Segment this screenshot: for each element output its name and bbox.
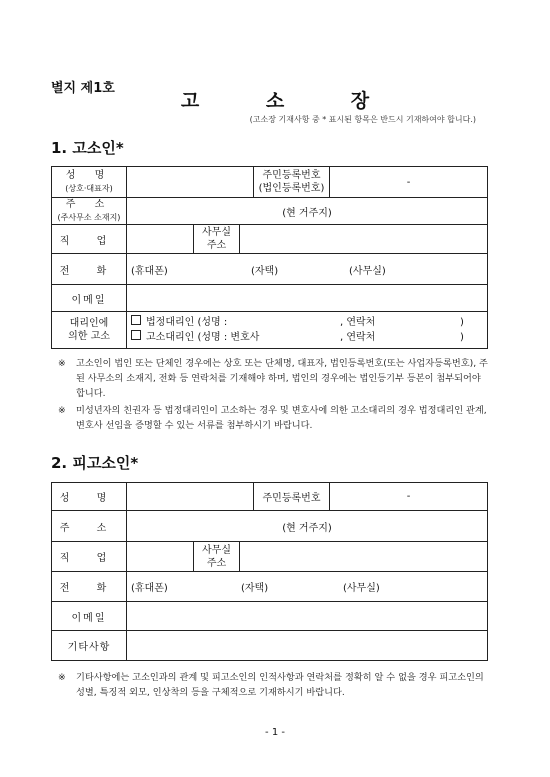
title-subnote: (고소장 기재사항 중 * 표시된 항목은 반드시 기재하여야 합니다.) [249, 115, 476, 124]
rrn-label-cell: 주민등록번호 (법인등록번호) [254, 167, 330, 198]
d-rrn-label: 주민등록번호 [254, 483, 330, 511]
d-name-label: 성 명 [52, 483, 127, 511]
d-name-input[interactable] [127, 483, 254, 511]
d-rrn-input[interactable]: - [330, 483, 488, 511]
d-etc-input[interactable] [127, 631, 488, 661]
name-label-cell: 성 명 (상호·대표자) [52, 167, 127, 198]
section-complainant-heading: 1. 고소인* [51, 139, 124, 157]
addr-input[interactable]: (현 거주지) [127, 198, 488, 225]
email-label: 이메일 [52, 285, 127, 312]
d-addr-input[interactable]: (현 거주지) [127, 511, 488, 542]
job-input[interactable] [127, 225, 194, 254]
legal-agent-checkbox[interactable] [131, 315, 141, 325]
job-label: 직 업 [52, 225, 127, 254]
office-input[interactable] [240, 225, 488, 254]
d-job-label: 직 업 [52, 542, 127, 572]
email-input[interactable] [127, 285, 488, 312]
d-job-input[interactable] [127, 542, 194, 572]
attorney-agent-checkbox[interactable] [131, 330, 141, 340]
complainant-table [51, 166, 488, 349]
page-title: 고 소 장 [180, 90, 400, 112]
section-defendant-heading: 2. 피고소인* [51, 454, 139, 472]
complainant-notes [58, 356, 490, 435]
d-addr-label: 주 소 [52, 511, 127, 542]
d-email-label: 이메일 [52, 602, 127, 631]
d-email-input[interactable] [127, 602, 488, 631]
agent-options: 법정대리인 (성명 : , 연락처 ) 고소대리인 (성명 : 변호사 , 연락처 ) [127, 312, 488, 349]
name-input[interactable] [127, 167, 254, 198]
addr-label-cell: 주 소 (주사무소 소재지) [52, 198, 127, 225]
phone-mobile-label: (휴대폰) [131, 265, 168, 277]
phone-input[interactable] [127, 254, 488, 285]
note-item: ※ 미성년자의 친권자 등 법정대리인이 고소하는 경우 및 변호사에 의한 고소대리의 경우 법정대리인 관계, 변호사 선임을 증명할 수 있는 서류를 첨부하시기 바랍니다. [58, 405, 487, 431]
phone-label: 전 화 [52, 254, 127, 285]
rrn-input[interactable]: - [330, 167, 488, 198]
phone-home-label: (자택) [251, 265, 279, 277]
d-phone-home-label: (자택) [241, 583, 269, 594]
agent-label: 대리인에 의한 고소 [52, 312, 127, 349]
d-etc-label: 기타사항 [52, 631, 127, 661]
d-office-label: 사무실 주소 [194, 542, 240, 572]
phone-office-label: (사무실) [349, 265, 386, 277]
d-office-input[interactable] [240, 542, 488, 572]
d-phone-label: 전 화 [52, 572, 127, 602]
page-number: - 1 - [265, 727, 285, 738]
note-item: ※ 기타사항에는 고소인과의 관계 및 피고소인의 인적사항과 연락처를 정확히 알 수 없을 경우 피고소인의 성별, 특징적 외모, 인상착의 등을 구체적으로 기재하시기 바랍니다. [58, 672, 484, 698]
d-phone-office-label: (사무실) [343, 583, 380, 594]
defendant-notes [58, 670, 490, 702]
form-number: 별지 제1호 [51, 81, 115, 96]
office-label: 사무실 주소 [194, 225, 240, 254]
d-phone-mobile-label: (휴대폰) [131, 583, 168, 594]
d-phone-input[interactable] [127, 572, 488, 602]
defendant-table [51, 482, 488, 661]
note-item: ※ 고소인이 법인 또는 단체인 경우에는 상호 또는 단체명, 대표자, 법인등록번호(또는 사업자등록번호), 주된 사무소의 소재지, 전화 등 연락처를 기재해야 하며, 법인의 경우에는 법인등기부 등본이 첨부되어야 합니다. [58, 358, 488, 399]
